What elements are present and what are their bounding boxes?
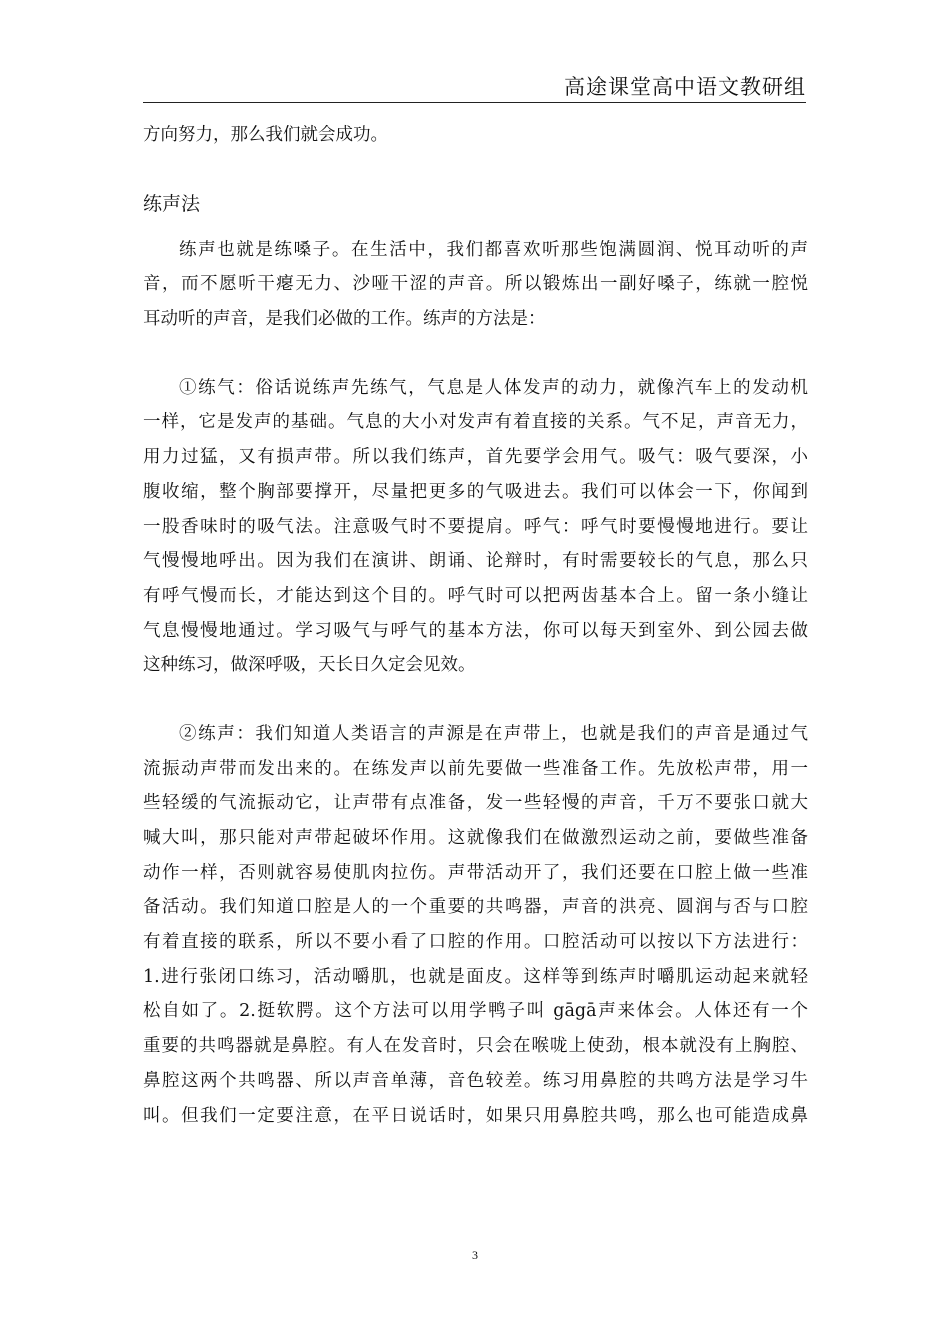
paragraph-line: 一样，它是发声的基础。气息的大小对发声有着直接的关系。气不足，声音无力，	[143, 412, 808, 433]
paragraph-line: 有呼气慢而长，才能达到这个目的。呼气时可以把两齿基本合上。留一条小缝让	[143, 585, 808, 606]
paragraph-line: ②练声：我们知道人类语言的声源是在声带上，也就是我们的声音是通过气	[179, 723, 808, 744]
paragraph-line: 叫。但我们一定要注意，在平日说话时，如果只用鼻腔共鸣，那么也可能造成鼻	[143, 1105, 808, 1126]
paragraph-line: 气慢慢地呼出。因为我们在演讲、朗诵、论辩时，有时需要较长的气息，那么只	[143, 551, 808, 572]
intro-tail-line: 方向努力，那么我们就会成功。	[143, 125, 388, 145]
section-heading: 练声法	[143, 192, 201, 215]
paragraph-gap	[143, 683, 808, 717]
paragraph-line: 1.进行张闭口练习，活动嚼肌，也就是面皮。这样等到练声时嚼肌运动起来就轻	[143, 966, 808, 987]
paragraph-line: 动作一样，否则就容易使肌肉拉伤。声带活动开了，我们还要在口腔上做一些准	[143, 862, 808, 883]
paragraph-line: 备活动。我们知道口腔是人的一个重要的共鸣器，声音的洪亮、圆润与否与口腔	[143, 897, 808, 918]
paragraph-line: 喊大叫，那只能对声带起破坏作用。这就像我们在做激烈运动之前，要做些准备	[143, 828, 808, 848]
page-number: 3	[472, 1248, 478, 1262]
paragraph-line: 些轻缓的气流振动它，让声带有点准备，发一些轻慢的声音，千万不要张口就大	[143, 793, 808, 814]
paragraph-line: 腹收缩，整个胸部要撑开，尽量把更多的气吸进去。我们可以体会一下，你闻到	[143, 481, 808, 502]
paragraph-2	[143, 371, 808, 683]
header-title: 高途课堂高中语文教研组	[564, 75, 806, 99]
paragraph-gap	[143, 337, 808, 371]
paragraph-line: 一股香味时的吸气法。注意吸气时不要提肩。呼气：呼气时要慢慢地进行。要让	[143, 516, 808, 537]
paragraph-line: 音，而不愿听干瘪无力、沙哑干涩的声音。所以锻炼出一副好嗓子，练就一腔悦	[143, 274, 808, 295]
paragraph-line: 松自如了。2.挺软腭。这个方法可以用学鸭子叫 gāgā声来体会。人体还有一个	[143, 1001, 808, 1022]
paragraph-line: ①练气：俗话说练声先练气，气息是人体发声的动力，就像汽车上的发动机	[179, 377, 808, 398]
paragraph-3	[143, 717, 808, 1133]
paragraph-line: 耳动听的声音，是我们必做的工作。练声的方法是：	[143, 309, 546, 330]
paragraph-line: 重要的共鸣器就是鼻腔。有人在发音时，只会在喉咙上使劲，根本就没有上胸腔、	[143, 1036, 808, 1057]
paragraph-1	[143, 233, 808, 337]
document-body	[143, 118, 808, 1133]
paragraph-line: 练声也就是练嗓子。在生活中，我们都喜欢听那些饱满圆润、悦耳动听的声	[179, 239, 808, 260]
paragraph-line: 这种练习，做深呼吸，天长日久定会见效。	[143, 655, 476, 676]
paragraph-line: 有着直接的联系，所以不要小看了口腔的作用。口腔活动可以按以下方法进行：	[143, 932, 808, 953]
paragraph-line: 用力过猛，又有损声带。所以我们练声，首先要学会用气。吸气：吸气要深，小	[143, 447, 808, 468]
paragraph-line: 鼻腔这两个共鸣器、所以声音单薄，音色较差。练习用鼻腔的共鸣方法是学习牛	[143, 1070, 808, 1091]
paragraph-line: 流振动声带而发出来的。在练发声以前先要做一些准备工作。先放松声带，用一	[143, 758, 808, 779]
page-header	[143, 72, 806, 103]
paragraph-line: 气息慢慢地通过。学习吸气与呼气的基本方法，你可以每天到室外、到公园去做	[143, 620, 808, 641]
